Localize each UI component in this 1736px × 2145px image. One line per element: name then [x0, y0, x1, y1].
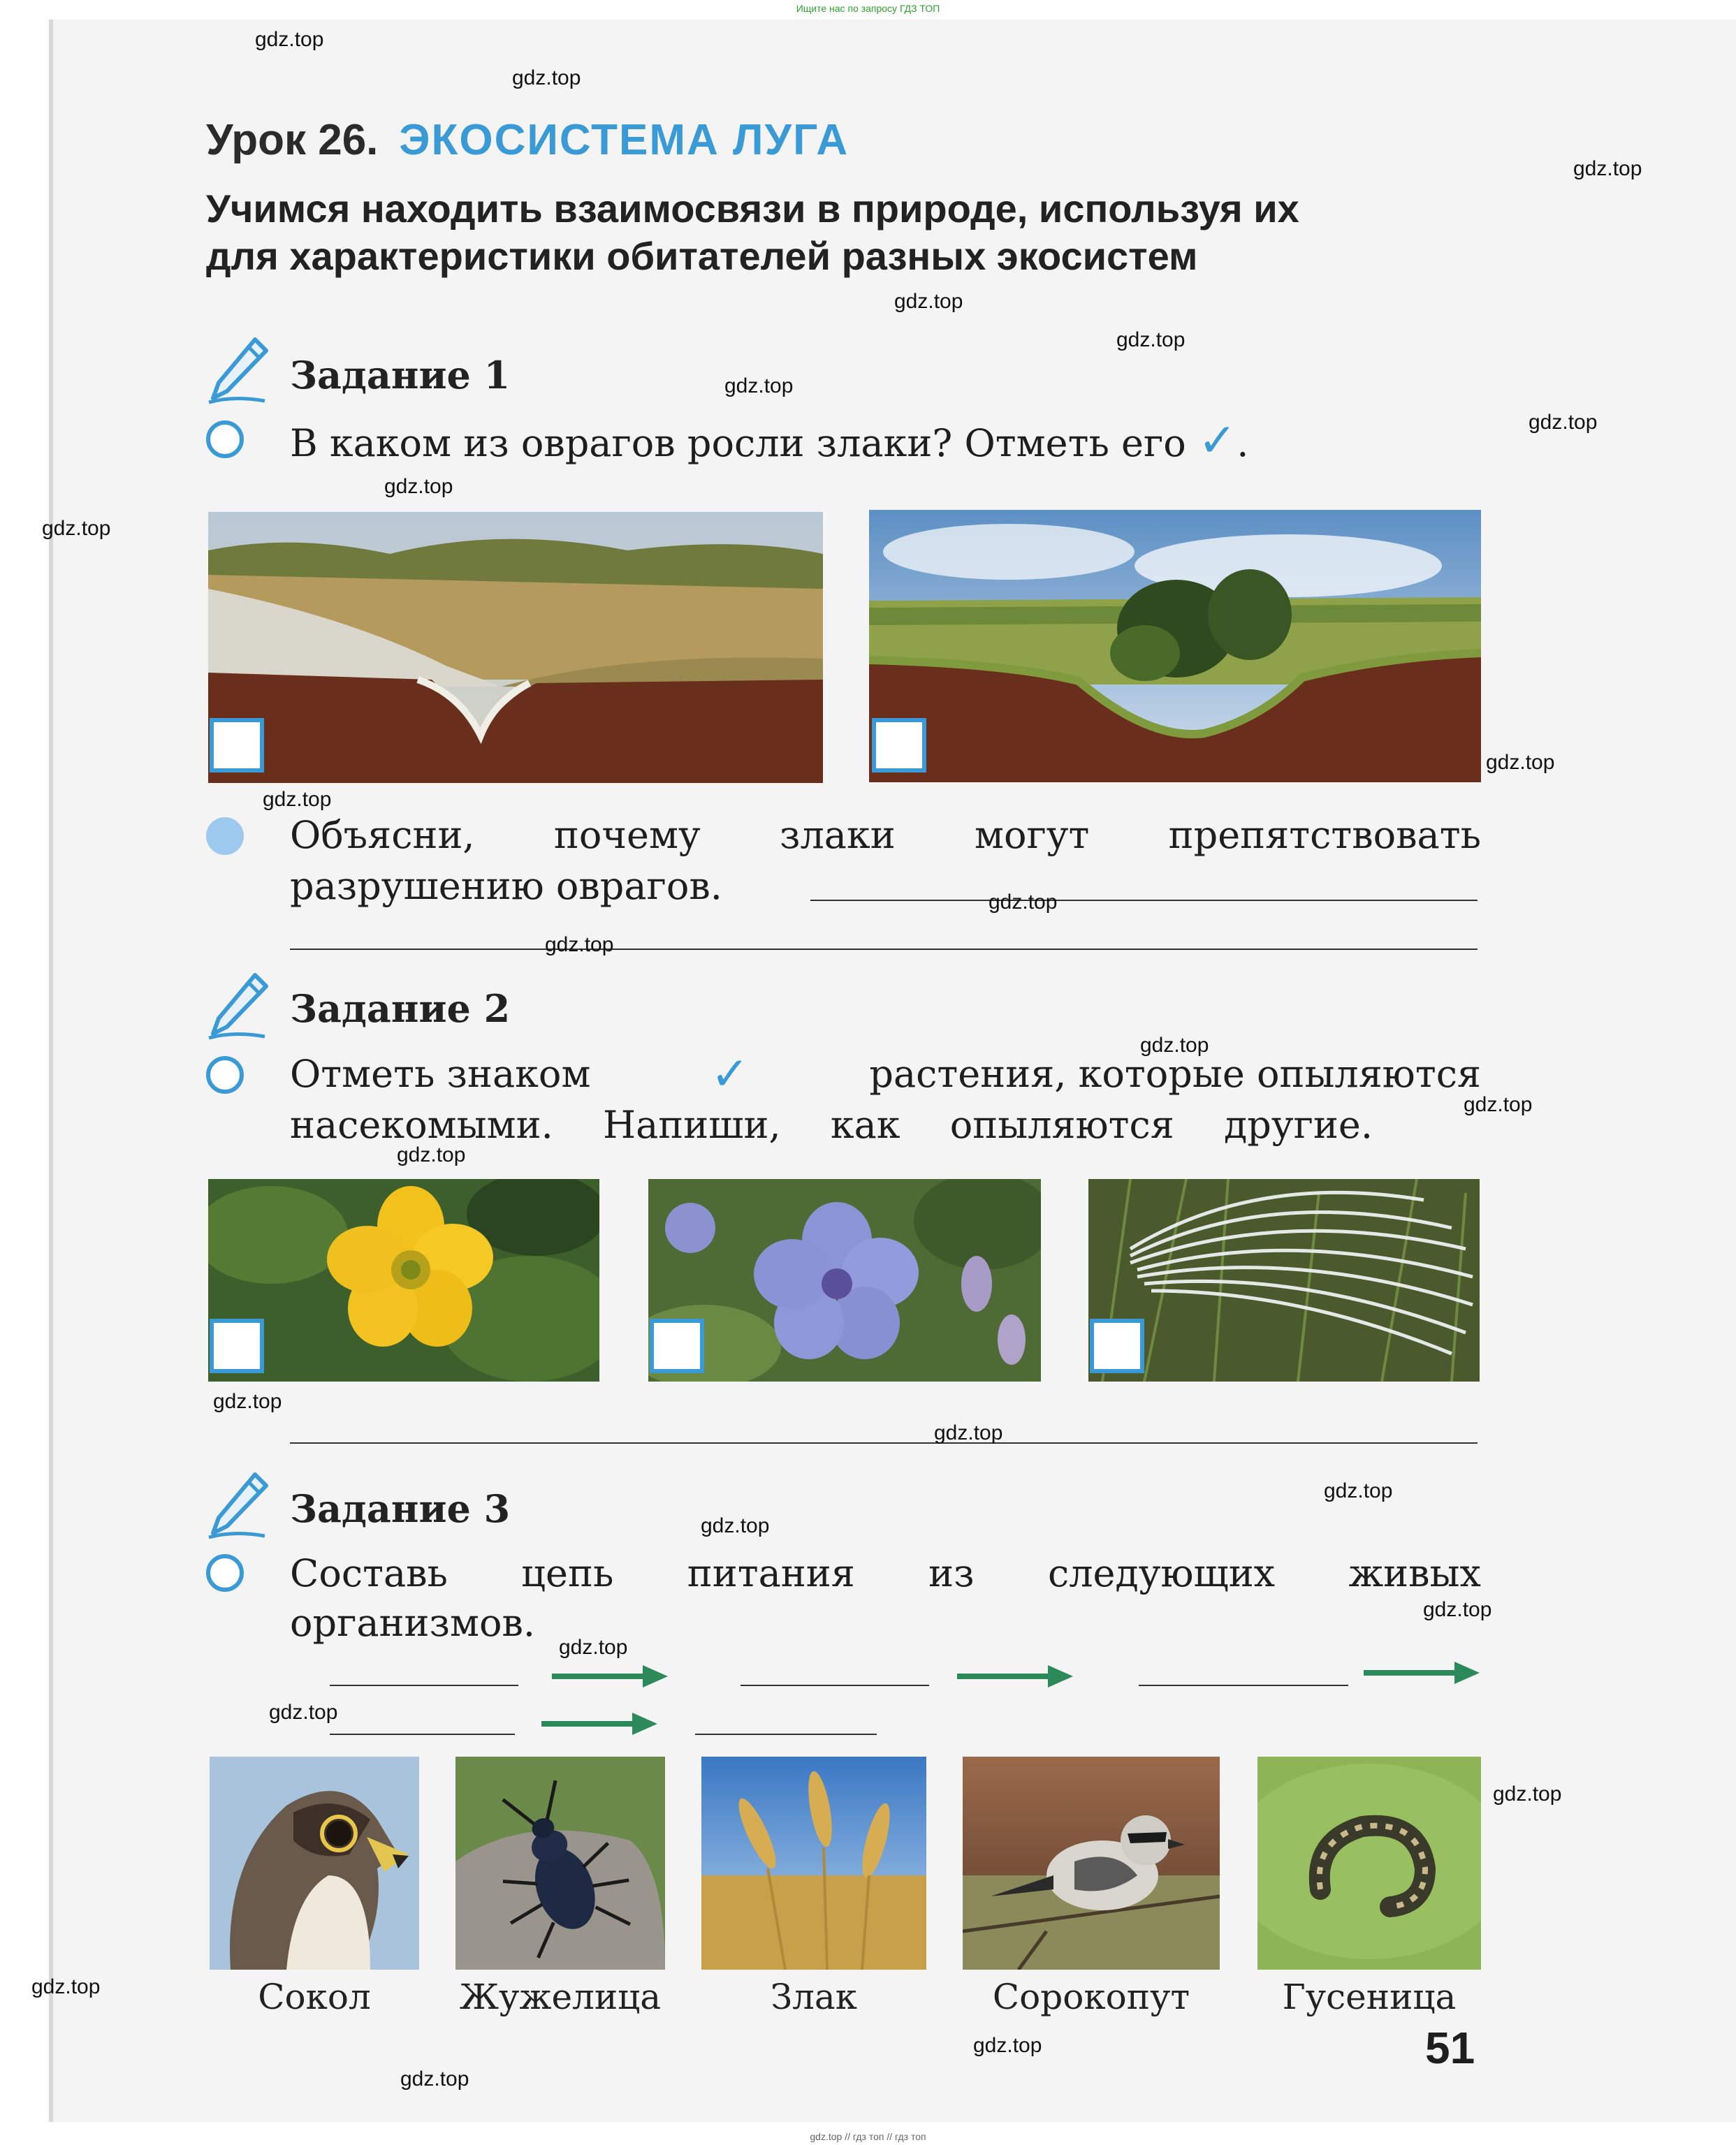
- watermark: gdz.top: [1573, 157, 1642, 180]
- ravine2-checkbox[interactable]: [872, 718, 926, 773]
- plant-photo-feather-grass: [1088, 1179, 1480, 1382]
- task1-explain-line2: разрушению оврагов.: [290, 864, 722, 908]
- watermark: gdz.top: [42, 517, 111, 540]
- task3-line1: Составь цепь питания из следующих живых: [290, 1551, 1481, 1595]
- circle-marker-icon: [206, 1056, 244, 1094]
- watermark: gdz.top: [973, 2034, 1042, 2057]
- task3-line2: организмов.: [290, 1601, 536, 1645]
- chain-blank[interactable]: [330, 1734, 515, 1735]
- arrow-icon: [957, 1662, 1076, 1693]
- task2-line2: насекомыми. Напиши, как опыляются другие.: [290, 1103, 1373, 1147]
- site-note: Ищите нас по запросу ГДЗ ТОП: [796, 3, 940, 14]
- plant-photo-buttercup: [208, 1179, 599, 1382]
- page-number: 51: [1425, 2023, 1475, 2073]
- chain-blank[interactable]: [330, 1685, 518, 1686]
- lesson-number: Урок 26.: [206, 116, 379, 164]
- chain-blank[interactable]: [741, 1685, 929, 1686]
- watermark: gdz.top: [31, 1975, 101, 1998]
- plant-photo-geranium: [648, 1179, 1041, 1382]
- task1-explain-line1: Объясни, почему злаки могут препятствовать: [290, 813, 1481, 857]
- pencil-icon: [206, 971, 270, 1044]
- watermark: gdz.top: [724, 374, 794, 397]
- watermark: gdz.top: [1423, 1598, 1492, 1621]
- organism-photo-shrike: [963, 1757, 1220, 1970]
- circle-marker-filled-icon: [206, 817, 244, 855]
- watermark: gdz.top: [1140, 1034, 1209, 1057]
- circle-marker-icon: [206, 420, 244, 458]
- watermark: gdz.top: [1116, 328, 1186, 351]
- lesson-goal: Учимся находить взаимосвязи в природе, используя их для характеристики обитателей разных экосистем: [206, 186, 1299, 278]
- ravine1-checkbox[interactable]: [210, 718, 264, 773]
- ravine-photo-grassy: [869, 510, 1481, 782]
- watermark: gdz.top: [894, 290, 963, 313]
- task1-title: Задание 1: [290, 353, 511, 397]
- lesson-heading: [206, 115, 849, 165]
- organism-caption: Гусеница: [1282, 1977, 1457, 2017]
- task2-title: Задание 2: [290, 986, 511, 1031]
- watermark: gdz.top: [989, 891, 1058, 914]
- watermark: gdz.top: [1529, 411, 1598, 434]
- lesson-topic: ЭКОСИСТЕМА ЛУГА: [399, 116, 849, 164]
- watermark: gdz.top: [545, 933, 614, 956]
- organism-caption: Сорокопут: [992, 1977, 1190, 2017]
- chain-blank[interactable]: [1139, 1685, 1348, 1686]
- watermark: gdz.top: [1324, 1479, 1393, 1502]
- watermark: gdz.top: [1486, 751, 1555, 774]
- watermark: gdz.top: [701, 1514, 770, 1537]
- footer-note: gdz.top // гдз топ // гдз топ: [810, 2131, 926, 2142]
- watermark: gdz.top: [384, 475, 453, 498]
- checkmark-icon: ✓: [1197, 413, 1237, 467]
- circle-marker-icon: [206, 1554, 244, 1592]
- watermark: gdz.top: [1464, 1093, 1533, 1116]
- plant1-checkbox[interactable]: [210, 1319, 264, 1373]
- watermark: gdz.top: [400, 2067, 469, 2091]
- pencil-icon: [206, 335, 270, 408]
- watermark: gdz.top: [213, 1390, 282, 1413]
- organism-photo-grain: [701, 1757, 926, 1970]
- arrow-icon: [541, 1710, 660, 1741]
- ravine-photo-eroded: [208, 512, 823, 783]
- watermark: gdz.top: [263, 788, 332, 811]
- plant2-checkbox[interactable]: [650, 1319, 704, 1373]
- pencil-icon: [206, 1470, 270, 1543]
- answer-line[interactable]: [290, 949, 1478, 950]
- organism-caption: Сокол: [258, 1977, 371, 2017]
- organism-caption: Злак: [771, 1977, 857, 2017]
- watermark: gdz.top: [934, 1421, 1003, 1444]
- arrow-icon: [552, 1662, 671, 1693]
- arrow-icon: [1364, 1659, 1482, 1690]
- task3-title: Задание 3: [290, 1486, 511, 1531]
- watermark: gdz.top: [255, 28, 324, 51]
- answer-line[interactable]: [810, 900, 1478, 901]
- organism-photo-falcon: [210, 1757, 419, 1970]
- plant3-checkbox[interactable]: [1090, 1319, 1144, 1373]
- chain-blank[interactable]: [695, 1734, 877, 1735]
- watermark: gdz.top: [559, 1636, 628, 1659]
- watermark: gdz.top: [397, 1143, 466, 1166]
- answer-line[interactable]: [290, 1442, 1478, 1444]
- watermark: gdz.top: [1493, 1782, 1562, 1806]
- checkmark-icon: ✓: [710, 1047, 750, 1101]
- organism-photo-ground-beetle: [455, 1757, 665, 1970]
- watermark: gdz.top: [512, 66, 581, 89]
- watermark: gdz.top: [269, 1701, 338, 1724]
- task2-line1: Отметь знаком ✓ растения, которые опыляются: [290, 1047, 1481, 1101]
- organism-photo-caterpillar: [1257, 1757, 1481, 1970]
- task1-question: В каком из оврагов росли злаки? Отметь его ✓.: [290, 413, 1249, 467]
- organism-caption: Жужелица: [459, 1977, 662, 2017]
